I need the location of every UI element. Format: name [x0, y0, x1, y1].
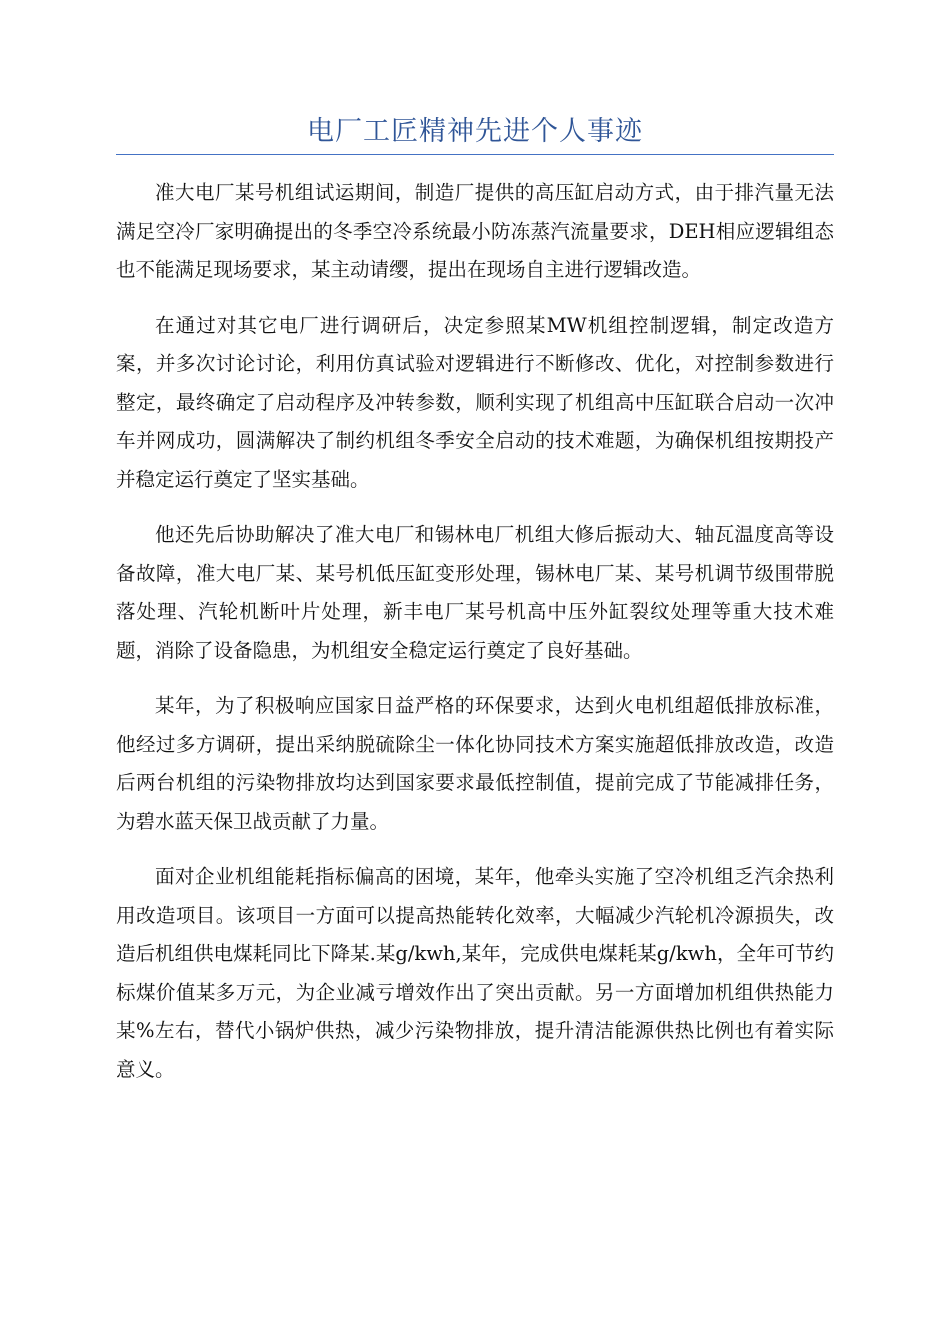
- paragraph-5: 面对企业机组能耗指标偏高的困境，某年，他牵头实施了空冷机组乏汽余热利用改造项目。该项目一方面可以提高热能转化效率，大幅减少汽轮机冷源损失，改造后机组供电煤耗同比下降某.某g/kwh,某年，完成供电煤耗某g/kwh，全年可节约标煤价值某多万元，为企业减亏增效作出了突出贡献。另一方面增加机组供热能力某%左右，替代小锅炉供热，减少污染物排放，提升清洁能源供热比例也有着实际意义。: [116, 865, 834, 1081]
- paragraph-3: 他还先后协助解决了准大电厂和锡林电厂机组大修后振动大、轴瓦温度高等设备故障，准大电厂某、某号机低压缸变形处理，锡林电厂某、某号机调节级围带脱落处理、汽轮机断叶片处理，新丰电厂某号机高中压外缸裂纹处理等重大技术难题，消除了设备隐患，为机组安全稳定运行奠定了良好基础。: [116, 523, 834, 662]
- title-underline: [116, 154, 834, 155]
- paragraph-1: 准大电厂某号机组试运期间，制造厂提供的高压缸启动方式，由于排汽量无法满足空冷厂家明确提出的冬季空冷系统最小防冻蒸汽流量要求，DEH相应逻辑组态也不能满足现场要求，某主动请缨，提出在现场自主进行逻辑改造。: [116, 181, 834, 281]
- document-title: 电厂工匠精神先进个人事迹: [307, 116, 643, 147]
- paragraph-4: 某年，为了积极响应国家日益严格的环保要求，达到火电机组超低排放标准，他经过多方调研，提出采纳脱硫除尘一体化协同技术方案实施超低排放改造，改造后两台机组的污染物排放均达到国家要求最低控制值，提前完成了节能减排任务，为碧水蓝天保卫战贡献了力量。: [116, 694, 834, 833]
- paragraph-2: 在通过对其它电厂进行调研后，决定参照某MW机组控制逻辑，制定改造方案，并多次讨论讨论，利用仿真试验对逻辑进行不断修改、优化，对控制参数进行整定，最终确定了启动程序及冲转参数，顺利实现了机组高中压缸联合启动一次冲车并网成功，圆满解决了制约机组冬季安全启动的技术难题，为确保机组按期投产并稳定运行奠定了坚实基础。: [116, 313, 834, 491]
- document-body: [116, 174, 834, 1106]
